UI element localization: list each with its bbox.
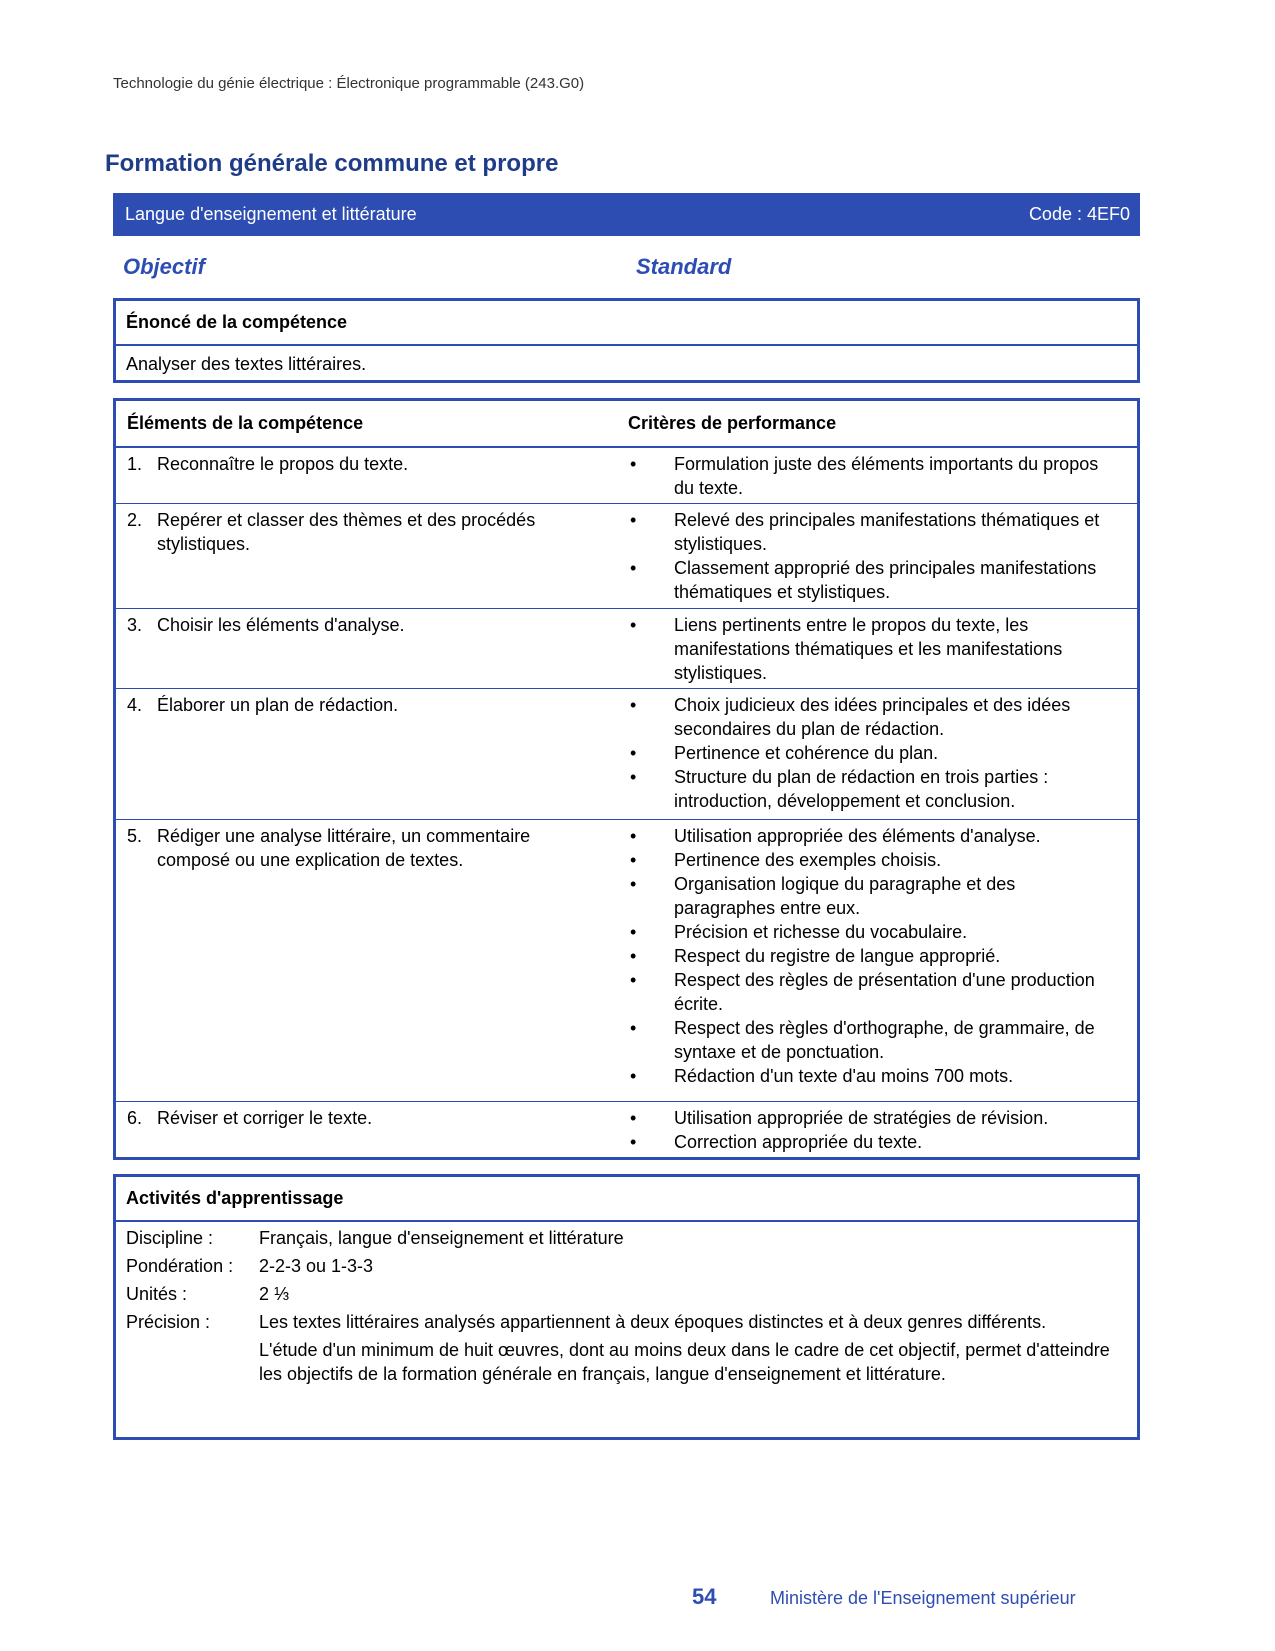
ponderation-label: Pondération :	[126, 1256, 234, 1276]
criteria-cell	[628, 504, 1137, 608]
element-cell	[116, 504, 628, 608]
element-text: Repérer et classer des thèmes et des procédés stylistiques.	[157, 510, 536, 554]
element-number: 6.	[127, 1108, 143, 1128]
element-cell	[116, 448, 628, 503]
criteria-cell	[628, 448, 1137, 503]
section-title: Formation générale commune et propre	[105, 150, 559, 177]
ponderation-value: 2-2-3 ou 1-3-3	[259, 1256, 374, 1276]
criteria-item	[628, 1064, 1137, 1088]
element-number: 5.	[127, 826, 143, 846]
page-number: 54	[692, 1584, 717, 1609]
criteria-cell	[628, 820, 1137, 1101]
program-header: Technologie du génie électrique : Électronique programmable (243.G0)	[113, 75, 585, 92]
precision-label: Précision :	[126, 1312, 211, 1332]
criteria-item	[628, 556, 1137, 604]
enonce-title: Énoncé de la compétence	[116, 301, 1137, 346]
criteria-text: Utilisation appropriée des éléments d'analyse.	[674, 826, 1041, 846]
precision-text-2: L'étude d'un minimum de huit œuvres, dont au moins deux dans le cadre de cet objectif, permet d'atteindre les objectifs de la formation générale en français, langue d'enseignement et littérature.	[259, 1340, 1110, 1384]
bullet-icon: •	[630, 970, 637, 990]
code-label: Code : 4EF0	[1028, 204, 1130, 224]
criteria-text: Respect des règles d'orthographe, de grammaire, de syntaxe et de ponctuation.	[674, 1018, 1095, 1062]
bullet-icon: •	[630, 1132, 637, 1152]
unites-row	[126, 1282, 1127, 1310]
table-row	[116, 609, 1137, 689]
subject-bar	[113, 193, 1140, 236]
element-text: Reconnaître le propos du texte.	[157, 454, 409, 474]
table-row	[116, 820, 1137, 1102]
objectif-heading: Objectif	[123, 254, 205, 279]
element-cell	[116, 820, 628, 1101]
discipline-row	[126, 1226, 1127, 1254]
element-text: Élaborer un plan de rédaction.	[157, 695, 399, 715]
ponderation-row	[126, 1254, 1127, 1282]
unites-value: 2 ⅓	[259, 1284, 290, 1304]
criteria-item	[628, 765, 1137, 813]
discipline-value: Français, langue d'enseignement et littérature	[259, 1228, 624, 1248]
subject-label: Langue d'enseignement et littérature	[125, 204, 417, 224]
bullet-icon: •	[630, 695, 637, 715]
activites-title: Activités d'apprentissage	[116, 1177, 1137, 1222]
criteria-text: Pertinence des exemples choisis.	[674, 850, 942, 870]
bullet-icon: •	[630, 510, 637, 530]
bullet-icon: •	[630, 454, 637, 474]
bullet-icon: •	[630, 922, 637, 942]
criteria-text: Respect des règles de présentation d'une production écrite.	[674, 970, 1095, 1014]
criteria-item	[628, 872, 1137, 920]
criteria-text: Liens pertinents entre le propos du texte, les manifestations thématiques et les manifestations stylistiques.	[674, 615, 1063, 683]
bullet-icon: •	[630, 874, 637, 894]
element-number: 4.	[127, 695, 143, 715]
bullet-icon: •	[630, 850, 637, 870]
standard-heading: Standard	[636, 254, 732, 279]
bullet-icon: •	[630, 1108, 637, 1128]
criteria-item	[628, 613, 1137, 685]
criteria-text: Classement approprié des principales manifestations thématiques et stylistiques.	[674, 558, 1097, 602]
criteria-text: Relevé des principales manifestations thématiques et stylistiques.	[674, 510, 1100, 554]
element-cell	[116, 609, 628, 688]
criteria-item	[628, 944, 1137, 968]
element-number: 3.	[127, 615, 143, 635]
element-number: 1.	[127, 454, 143, 474]
bullet-icon: •	[630, 558, 637, 578]
bullet-icon: •	[630, 767, 637, 787]
criteria-item	[628, 848, 1137, 872]
precision-row	[126, 1310, 1127, 1386]
criteria-item	[628, 508, 1137, 556]
criteria-text: Correction appropriée du texte.	[674, 1132, 923, 1152]
enonce-box	[113, 298, 1140, 383]
criteria-item	[628, 741, 1137, 765]
criteria-item	[628, 452, 1137, 500]
bullet-icon: •	[630, 946, 637, 966]
element-number: 2.	[127, 510, 143, 530]
element-cell	[116, 689, 628, 819]
table-row	[116, 689, 1137, 820]
discipline-label: Discipline :	[126, 1228, 214, 1248]
criteria-text: Choix judicieux des idées principales et des idées secondaires du plan de rédaction.	[674, 695, 1071, 739]
criteria-cell	[628, 609, 1137, 688]
ministry-label: Ministère de l'Enseignement supérieur	[770, 1588, 1076, 1608]
precision-text-1: Les textes littéraires analysés appartiennent à deux époques distinctes et à deux genres différents.	[259, 1312, 1047, 1332]
criteria-text: Précision et richesse du vocabulaire.	[674, 922, 968, 942]
enonce-text: Analyser des textes littéraires.	[126, 354, 367, 374]
bullet-icon: •	[630, 743, 637, 763]
criteria-item	[628, 1016, 1137, 1064]
criteria-text: Utilisation appropriée de stratégies de révision.	[674, 1108, 1049, 1128]
criteria-text: Formulation juste des éléments importants du propos du texte.	[674, 454, 1099, 498]
criteria-item	[628, 920, 1137, 944]
competence-header	[116, 401, 1137, 448]
competence-rows	[116, 448, 1137, 1158]
criteria-item	[628, 693, 1137, 741]
bullet-icon: •	[630, 826, 637, 846]
table-row	[116, 504, 1137, 609]
criteres-title: Critères de performance	[628, 413, 837, 433]
element-text: Rédiger une analyse littéraire, un commentaire composé ou une explication de textes.	[157, 826, 531, 870]
element-cell	[116, 1102, 628, 1158]
bullet-icon: •	[630, 1066, 637, 1086]
table-row	[116, 448, 1137, 504]
elements-title: Éléments de la compétence	[127, 413, 364, 433]
criteria-item	[628, 824, 1137, 848]
criteria-cell	[628, 689, 1137, 819]
bullet-icon: •	[630, 1018, 637, 1038]
table-row	[116, 1102, 1137, 1158]
criteria-text: Structure du plan de rédaction en trois parties : introduction, développement et conclusion.	[674, 767, 1049, 811]
criteria-text: Rédaction d'un texte d'au moins 700 mots.	[674, 1066, 1014, 1086]
unites-label: Unités :	[126, 1284, 188, 1304]
element-text: Réviser et corriger le texte.	[157, 1108, 373, 1128]
element-text: Choisir les éléments d'analyse.	[157, 615, 405, 635]
criteria-item	[628, 1130, 1137, 1154]
criteria-text: Respect du registre de langue approprié.	[674, 946, 1001, 966]
criteria-text: Organisation logique du paragraphe et des paragraphes entre eux.	[674, 874, 1016, 918]
criteria-item	[628, 1106, 1137, 1130]
criteria-cell	[628, 1102, 1137, 1158]
competence-table	[113, 398, 1140, 1160]
activites-box	[113, 1174, 1140, 1440]
criteria-text: Pertinence et cohérence du plan.	[674, 743, 939, 763]
criteria-item	[628, 968, 1137, 1016]
bullet-icon: •	[630, 615, 637, 635]
